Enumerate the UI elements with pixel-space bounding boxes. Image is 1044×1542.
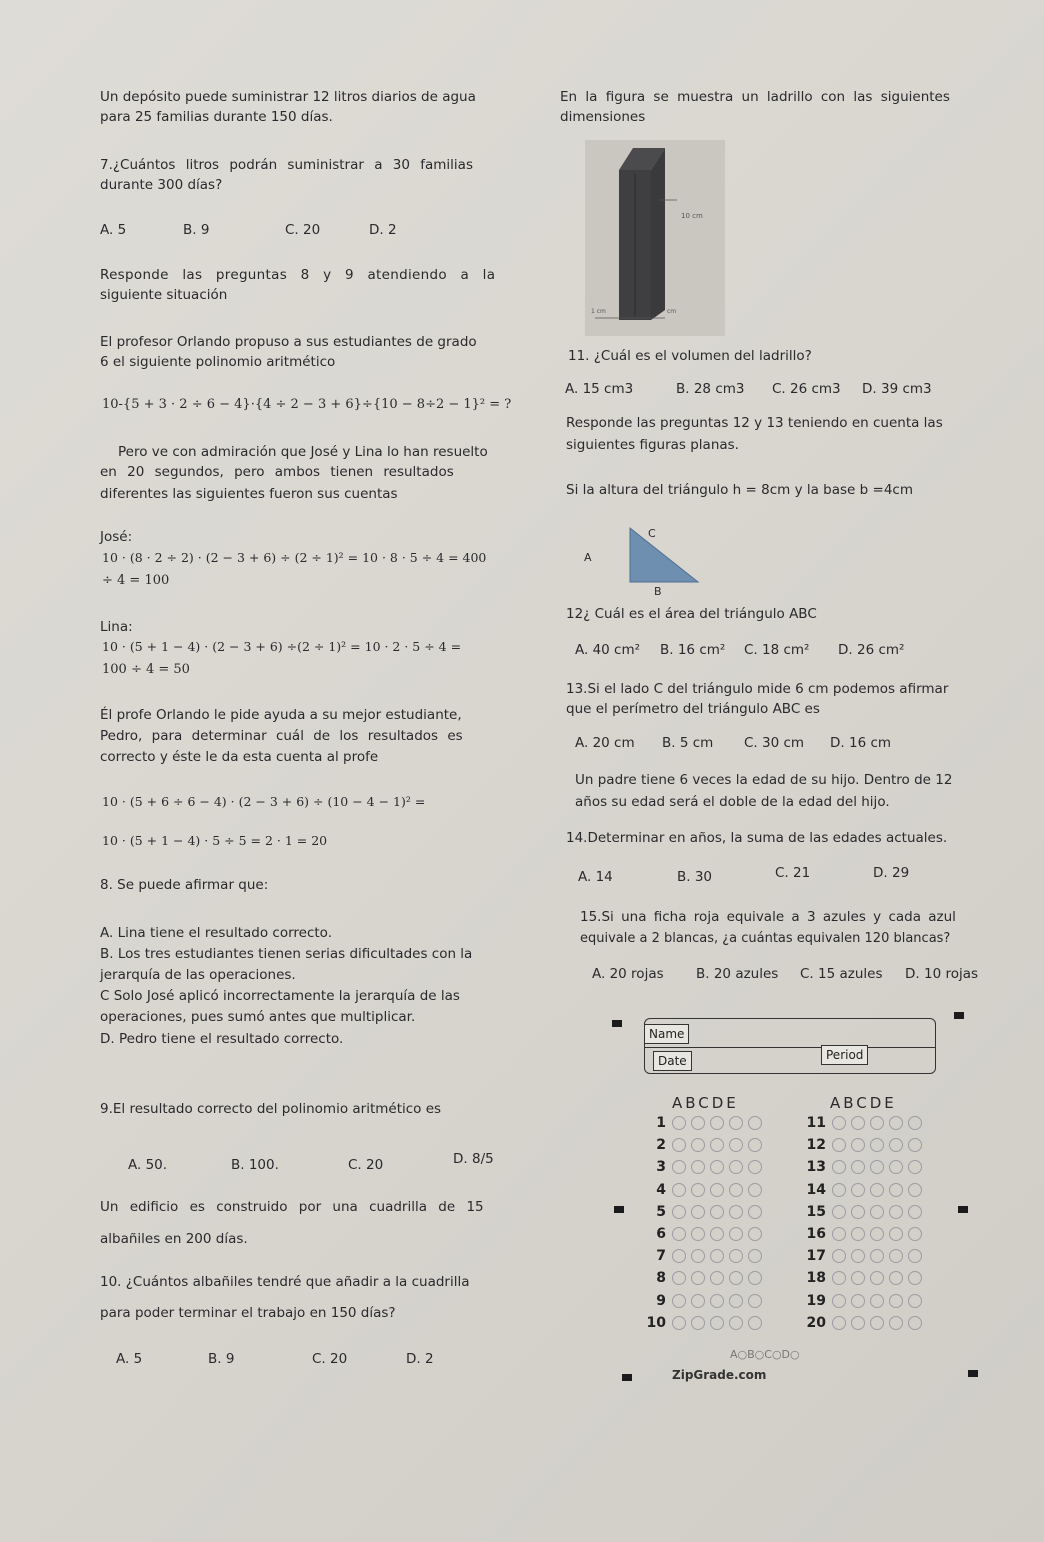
answer-row xyxy=(800,1179,950,1201)
answer-bubble[interactable] xyxy=(691,1294,705,1308)
answer-bubble[interactable] xyxy=(908,1183,922,1197)
intro-line-2: para 25 familias durante 150 días. xyxy=(100,109,333,125)
answer-bubble[interactable] xyxy=(710,1138,724,1152)
answer-bubble[interactable] xyxy=(748,1294,762,1308)
answer-bubble[interactable] xyxy=(748,1249,762,1263)
answer-row xyxy=(640,1201,790,1223)
question-number: 13 xyxy=(806,1159,826,1176)
q10-option-b: B. 9 xyxy=(208,1351,235,1367)
q12-option-c: C. 18 cm² xyxy=(744,642,810,658)
question-number: 9 xyxy=(656,1292,666,1309)
jose-work-line-2: ÷ 4 = 100 xyxy=(102,573,170,588)
date-label: Date xyxy=(653,1051,692,1071)
answer-bubble[interactable] xyxy=(870,1294,884,1308)
answer-bubble[interactable] xyxy=(691,1183,705,1197)
answer-bubble[interactable] xyxy=(889,1294,903,1308)
question-number: 8 xyxy=(656,1270,666,1287)
question-number: 17 xyxy=(806,1248,826,1265)
lina-label: Lina: xyxy=(100,619,133,635)
triangle-label-c: C xyxy=(648,527,656,540)
answer-bubble[interactable] xyxy=(908,1138,922,1152)
answer-bubble[interactable] xyxy=(870,1271,884,1285)
question-number: 3 xyxy=(656,1159,666,1176)
answer-bubble[interactable] xyxy=(851,1116,865,1130)
answer-row xyxy=(800,1267,950,1289)
brick-intro-line-1: En la figura se muestra un ladrillo con las siguientes xyxy=(560,89,950,105)
triangle-abc-figure xyxy=(570,520,700,600)
answer-key-row: A○B○C○D○ xyxy=(730,1348,800,1361)
question-number: 12 xyxy=(806,1137,826,1154)
q8-option-c-line-2: operaciones, pues sumó antes que multiplicar. xyxy=(100,1009,416,1025)
brick-intro-line-2: dimensiones xyxy=(560,109,646,125)
answer-bubble[interactable] xyxy=(851,1138,865,1152)
answer-bubble[interactable] xyxy=(729,1138,743,1152)
answer-bubble[interactable] xyxy=(889,1249,903,1263)
q14-stem: 14.Determinar en años, la suma de las edades actuales. xyxy=(566,830,948,846)
q12-option-a: A. 40 cm² xyxy=(575,642,641,658)
zipgrade-brand: ZipGrade.com xyxy=(672,1368,767,1382)
corner-marker xyxy=(958,1206,968,1213)
question-number: 6 xyxy=(656,1226,666,1242)
q11-option-b: B. 28 cm3 xyxy=(676,381,745,397)
answer-bubble[interactable] xyxy=(672,1116,686,1130)
q11-option-a: A. 15 cm3 xyxy=(565,381,634,397)
q13-option-b: B. 5 cm xyxy=(662,735,714,751)
answer-bubble[interactable] xyxy=(908,1294,922,1308)
brick-width-label: 1 cm xyxy=(591,308,606,315)
answer-row xyxy=(640,1290,790,1312)
lina-work-line-2: 100 ÷ 4 = 50 xyxy=(102,662,190,677)
q15-option-c: C. 15 azules xyxy=(800,966,883,982)
q10-option-d: D. 2 xyxy=(406,1351,434,1367)
answer-row xyxy=(800,1223,950,1245)
pedro-line-3: correcto y éste le da esta cuenta al profe xyxy=(100,749,379,765)
answer-bubble[interactable] xyxy=(851,1160,865,1174)
q7-option-a: A. 5 xyxy=(100,222,127,238)
answer-bubble[interactable] xyxy=(851,1205,865,1219)
q15-option-a: A. 20 rojas xyxy=(592,966,664,982)
answer-bubble[interactable] xyxy=(710,1227,724,1241)
situation-line-2: siguiente situación xyxy=(100,287,228,303)
pedro-line-1: Él profe Orlando le pide ayuda a su mejor estudiante, xyxy=(100,707,462,723)
answer-row xyxy=(640,1312,790,1334)
answer-bubble[interactable] xyxy=(908,1227,922,1241)
answer-row xyxy=(640,1179,790,1201)
answer-row xyxy=(800,1134,950,1156)
triangle-label-a: A xyxy=(584,551,592,564)
answer-bubble[interactable] xyxy=(748,1138,762,1152)
answer-bubble[interactable] xyxy=(832,1160,846,1174)
answer-bubble[interactable] xyxy=(832,1271,846,1285)
q10-line-2: para poder terminar el trabajo en 150 días? xyxy=(100,1305,396,1321)
answer-bubble[interactable] xyxy=(908,1160,922,1174)
answer-row xyxy=(800,1112,950,1134)
answer-bubble[interactable] xyxy=(889,1205,903,1219)
answer-bubble[interactable] xyxy=(672,1183,686,1197)
q11-stem: 11. ¿Cuál es el volumen del ladrillo? xyxy=(568,348,812,364)
date-row[interactable] xyxy=(645,1047,935,1075)
answer-row xyxy=(640,1112,790,1134)
q12-option-b: B. 16 cm² xyxy=(660,642,726,658)
answer-bubble[interactable] xyxy=(870,1249,884,1263)
answer-bubble[interactable] xyxy=(729,1183,743,1197)
answer-bubble[interactable] xyxy=(691,1271,705,1285)
father-line-2: años su edad será el doble de la edad del hijo. xyxy=(575,794,890,810)
q7-option-d: D. 2 xyxy=(369,222,397,238)
prof-line-2: 6 el siguiente polinomio aritmético xyxy=(100,354,336,370)
intro-line-1: Un depósito puede suministrar 12 litros diarios de agua xyxy=(100,89,476,105)
answer-bubble[interactable] xyxy=(748,1183,762,1197)
answer-bubble[interactable] xyxy=(710,1205,724,1219)
answer-bubble[interactable] xyxy=(672,1294,686,1308)
jose-work-line-1: 10 · (8 · 2 ÷ 2) · (2 − 3 + 6) ÷ (2 ÷ 1)² = 10 · 8 · 5 ÷ 4 = 400 xyxy=(102,550,487,565)
answer-bubble[interactable] xyxy=(870,1160,884,1174)
answer-bubble[interactable] xyxy=(672,1249,686,1263)
question-number: 19 xyxy=(806,1292,826,1309)
q15-option-d: D. 10 rojas xyxy=(905,966,979,982)
triangle-dimensions: Si la altura del triángulo h = 8cm y la base b =4cm xyxy=(566,482,913,498)
q11-option-d: D. 39 cm3 xyxy=(862,381,932,397)
left-grid-header: ABCDE xyxy=(672,1094,739,1112)
admire-line-2: en 20 segundos, pero ambos tienen resultados xyxy=(100,464,454,480)
answer-bubble[interactable] xyxy=(691,1160,705,1174)
answer-bubble[interactable] xyxy=(672,1160,686,1174)
answer-bubble[interactable] xyxy=(889,1227,903,1241)
q8-option-a: A. Lina tiene el resultado correcto. xyxy=(100,925,332,941)
answer-bubble[interactable] xyxy=(748,1227,762,1241)
answer-bubble[interactable] xyxy=(729,1227,743,1241)
answer-bubble[interactable] xyxy=(889,1183,903,1197)
answer-bubble[interactable] xyxy=(710,1249,724,1263)
answer-row xyxy=(800,1156,950,1178)
question-number: 11 xyxy=(806,1115,826,1131)
answer-row xyxy=(640,1156,790,1178)
answer-bubble[interactable] xyxy=(889,1138,903,1152)
answer-bubble[interactable] xyxy=(710,1294,724,1308)
answer-bubble[interactable] xyxy=(832,1116,846,1130)
pedro-equation-1: 10 · (5 + 6 ÷ 6 − 4) · (2 − 3 + 6) ÷ (10 − 4 − 1)² = xyxy=(102,794,426,809)
answer-bubble[interactable] xyxy=(832,1316,846,1330)
question-number: 4 xyxy=(656,1181,666,1198)
answer-bubble[interactable] xyxy=(691,1138,705,1152)
q14-option-c: C. 21 xyxy=(775,865,811,881)
q13-option-c: C. 30 cm xyxy=(744,735,805,751)
answer-bubble[interactable] xyxy=(710,1271,724,1285)
q13-line-1: 13.Si el lado C del triángulo mide 6 cm podemos afirmar xyxy=(566,681,949,697)
q12-stem: 12¿ Cuál es el área del triángulo ABC xyxy=(566,606,817,622)
corner-marker xyxy=(622,1374,632,1381)
admire-line-3: diferentes las siguientes fueron sus cuentas xyxy=(100,486,398,502)
q7-line-1: 7.¿Cuántos litros podrán suministrar a 30 familias xyxy=(100,157,473,173)
building-line-1: Un edificio es construido por una cuadrilla de 15 xyxy=(100,1199,484,1215)
answer-bubble[interactable] xyxy=(729,1160,743,1174)
situation-line-1: Responde las preguntas 8 y 9 atendiendo a la xyxy=(100,267,496,283)
answer-bubble[interactable] xyxy=(870,1138,884,1152)
answer-bubble[interactable] xyxy=(851,1183,865,1197)
answer-bubble[interactable] xyxy=(691,1227,705,1241)
q9-option-a: A. 50. xyxy=(128,1157,168,1173)
right-grid-header: ABCDE xyxy=(830,1094,897,1112)
question-number: 1 xyxy=(656,1115,666,1131)
question-number: 7 xyxy=(656,1248,666,1265)
answer-bubble[interactable] xyxy=(672,1271,686,1285)
answer-bubble[interactable] xyxy=(710,1160,724,1174)
question-number: 10 xyxy=(646,1314,666,1331)
q8-stem: 8. Se puede afirmar que: xyxy=(100,877,269,893)
answer-bubble[interactable] xyxy=(908,1271,922,1285)
answer-bubble[interactable] xyxy=(908,1205,922,1219)
pedro-equation-2: 10 · (5 + 1 − 4) · 5 ÷ 5 = 2 · 1 = 20 xyxy=(102,833,328,848)
answer-row xyxy=(640,1245,790,1267)
name-row[interactable] xyxy=(645,1019,935,1048)
admire-line-1: Pero ve con admiración que José y Lina lo han resuelto xyxy=(118,444,488,460)
corner-marker xyxy=(614,1206,624,1213)
q14-option-d: D. 29 xyxy=(873,865,910,881)
answer-bubble[interactable] xyxy=(691,1249,705,1263)
question-number: 20 xyxy=(806,1314,826,1331)
answer-bubble[interactable] xyxy=(729,1271,743,1285)
q7-option-b: B. 9 xyxy=(183,222,210,238)
answer-bubble[interactable] xyxy=(748,1316,762,1330)
answer-bubble[interactable] xyxy=(748,1271,762,1285)
answer-bubble[interactable] xyxy=(691,1316,705,1330)
corner-marker xyxy=(968,1370,978,1377)
q10-option-a: A. 5 xyxy=(116,1351,143,1367)
answer-bubble[interactable] xyxy=(889,1116,903,1130)
answer-bubble[interactable] xyxy=(832,1138,846,1152)
answer-bubble[interactable] xyxy=(748,1116,762,1130)
question-number: 16 xyxy=(806,1226,826,1242)
period-label: Period xyxy=(821,1045,868,1065)
instructions-12-13-line-1: Responde las preguntas 12 y 13 teniendo en cuenta las xyxy=(566,415,943,431)
answer-bubble[interactable] xyxy=(748,1160,762,1174)
q8-option-c-line-1: C Solo José aplicó incorrectamente la jerarquía de las xyxy=(100,988,460,1004)
question-number: 2 xyxy=(656,1137,666,1154)
q10-option-c: C. 20 xyxy=(312,1351,348,1367)
brick-drawing xyxy=(585,140,725,336)
answer-bubble[interactable] xyxy=(729,1249,743,1263)
brick-figure xyxy=(585,140,725,336)
answer-bubble[interactable] xyxy=(870,1205,884,1219)
question-number: 18 xyxy=(806,1270,826,1287)
lina-work-line-1: 10 · (5 + 1 − 4) · (2 − 3 + 6) ÷(2 ÷ 1)² = 10 · 2 · 5 ÷ 4 = xyxy=(102,639,462,654)
q8-option-d: D. Pedro tiene el resultado correcto. xyxy=(100,1031,344,1047)
polynomial-expression: 10-{5 + 3 · 2 ÷ 6 − 4}·{4 ÷ 2 − 3 + 6}÷{10 − 8÷2 − 1}² = ? xyxy=(102,397,512,412)
zipgrade-answer-sheet xyxy=(612,1012,972,1392)
pedro-line-2: Pedro, para determinar cuál de los resultados es xyxy=(100,728,463,744)
answer-bubble[interactable] xyxy=(870,1227,884,1241)
answer-bubble[interactable] xyxy=(908,1249,922,1263)
question-number: 5 xyxy=(656,1203,666,1220)
answer-bubble[interactable] xyxy=(672,1138,686,1152)
answer-bubble[interactable] xyxy=(908,1316,922,1330)
q9-stem: 9.El resultado correcto del polinomio aritmético es xyxy=(100,1101,442,1117)
answer-bubble[interactable] xyxy=(870,1183,884,1197)
answer-row xyxy=(800,1312,950,1334)
corner-marker xyxy=(612,1020,622,1027)
answer-bubble[interactable] xyxy=(832,1227,846,1241)
answer-row xyxy=(640,1134,790,1156)
answer-bubble[interactable] xyxy=(729,1116,743,1130)
answer-bubble[interactable] xyxy=(729,1205,743,1219)
father-line-1: Un padre tiene 6 veces la edad de su hijo. Dentro de 12 xyxy=(575,772,953,788)
answer-bubble[interactable] xyxy=(710,1316,724,1330)
answer-row xyxy=(640,1223,790,1245)
q15-option-b: B. 20 azules xyxy=(696,966,779,982)
q10-line-1: 10. ¿Cuántos albañiles tendré que añadir a la cuadrilla xyxy=(100,1274,470,1290)
name-label: Name xyxy=(644,1024,689,1044)
q13-option-a: A. 20 cm xyxy=(575,735,635,751)
prof-line-1: El profesor Orlando propuso a sus estudiantes de grado xyxy=(100,334,477,350)
answer-bubble[interactable] xyxy=(729,1316,743,1330)
answer-bubble[interactable] xyxy=(851,1249,865,1263)
answer-bubble[interactable] xyxy=(672,1316,686,1330)
q8-option-b-line-1: B. Los tres estudiantes tienen serias dificultades con la xyxy=(100,946,473,962)
answer-bubble[interactable] xyxy=(832,1183,846,1197)
name-date-box xyxy=(644,1018,936,1074)
question-number: 14 xyxy=(806,1181,826,1198)
brick-height-label: 10 cm xyxy=(681,212,703,220)
answer-bubble[interactable] xyxy=(870,1116,884,1130)
answer-bubble[interactable] xyxy=(691,1116,705,1130)
answer-bubble[interactable] xyxy=(832,1294,846,1308)
answer-bubble[interactable] xyxy=(672,1205,686,1219)
building-line-2: albañiles en 200 días. xyxy=(100,1231,248,1247)
answer-row xyxy=(800,1201,950,1223)
instructions-12-13-line-2: siguientes figuras planas. xyxy=(566,437,739,453)
answer-bubble[interactable] xyxy=(889,1271,903,1285)
answer-bubble[interactable] xyxy=(851,1294,865,1308)
answer-bubble[interactable] xyxy=(710,1183,724,1197)
answer-bubble[interactable] xyxy=(908,1116,922,1130)
q14-option-a: A. 14 xyxy=(578,869,613,885)
brick-depth-label: cm xyxy=(667,308,677,315)
answer-bubble[interactable] xyxy=(889,1160,903,1174)
answer-bubble[interactable] xyxy=(672,1227,686,1241)
q9-option-c: C. 20 xyxy=(348,1157,384,1173)
answer-bubble[interactable] xyxy=(832,1249,846,1263)
q15-line-2: equivale a 2 blancas, ¿a cuántas equivalen 120 blancas? xyxy=(580,931,951,946)
q13-option-d: D. 16 cm xyxy=(830,735,892,751)
answer-bubble[interactable] xyxy=(832,1205,846,1219)
corner-marker xyxy=(954,1012,964,1019)
q11-option-c: C. 26 cm3 xyxy=(772,381,841,397)
q9-option-b: B. 100. xyxy=(231,1157,279,1173)
answer-row xyxy=(640,1267,790,1289)
answer-bubble[interactable] xyxy=(870,1316,884,1330)
triangle-label-b: B xyxy=(654,585,662,598)
answer-bubble[interactable] xyxy=(691,1205,705,1219)
answer-bubble[interactable] xyxy=(889,1316,903,1330)
answer-bubble[interactable] xyxy=(851,1316,865,1330)
q13-line-2: que el perímetro del triángulo ABC es xyxy=(566,701,820,717)
q7-line-2: durante 300 días? xyxy=(100,177,223,193)
answer-bubble[interactable] xyxy=(748,1205,762,1219)
answer-bubble[interactable] xyxy=(710,1116,724,1130)
answer-row xyxy=(800,1245,950,1267)
jose-label: José: xyxy=(100,529,133,545)
q8-option-b-line-2: jerarquía de las operaciones. xyxy=(100,967,296,983)
answer-row xyxy=(800,1290,950,1312)
question-number: 15 xyxy=(806,1203,826,1220)
answer-bubble[interactable] xyxy=(851,1271,865,1285)
q12-option-d: D. 26 cm² xyxy=(838,642,905,658)
answer-bubble[interactable] xyxy=(851,1227,865,1241)
q7-option-c: C. 20 xyxy=(285,222,321,238)
q15-line-1: 15.Si una ficha roja equivale a 3 azules y cada azul xyxy=(580,909,956,925)
answer-bubble[interactable] xyxy=(729,1294,743,1308)
q9-option-d: D. 8/5 xyxy=(453,1151,494,1167)
q14-option-b: B. 30 xyxy=(677,869,713,885)
